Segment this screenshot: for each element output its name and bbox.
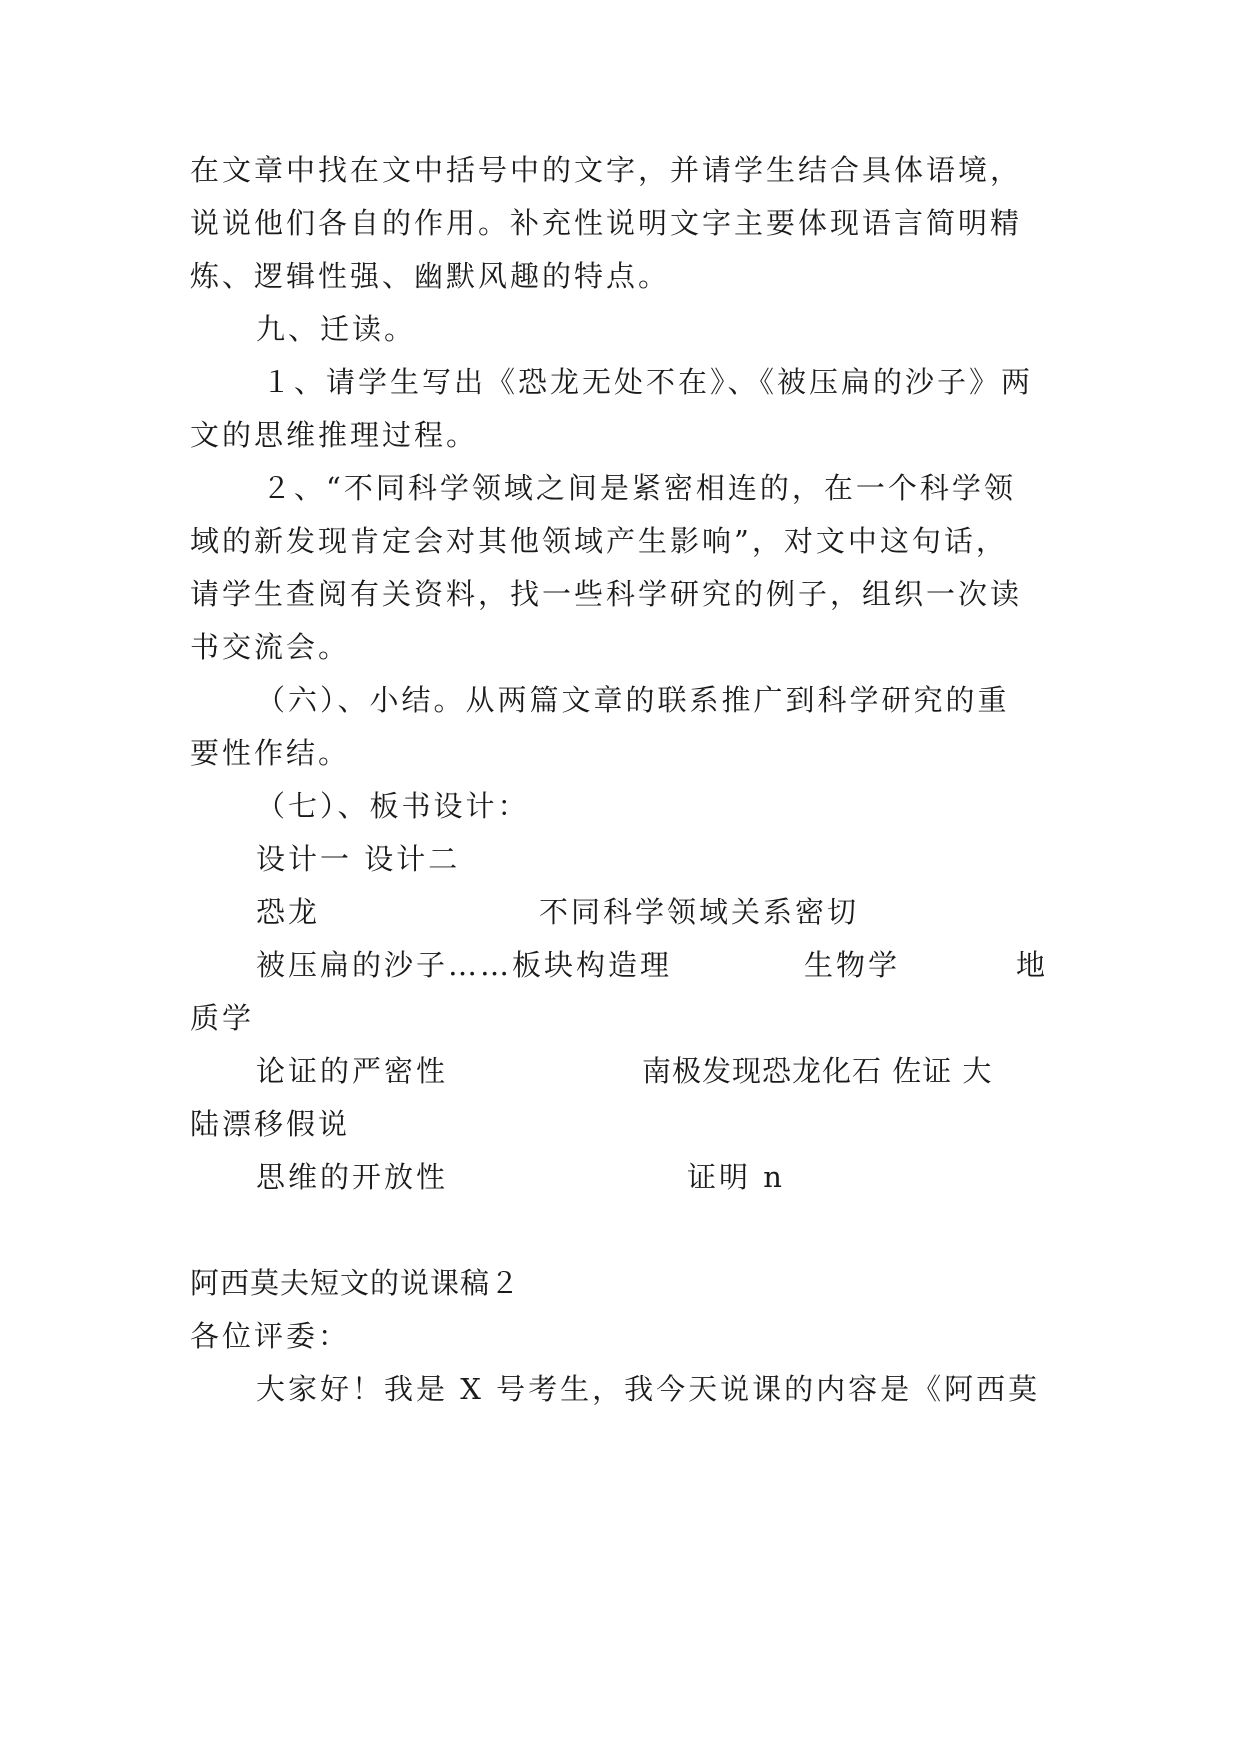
board-design-labels: 设计一 设计二 xyxy=(256,842,461,876)
item2-line-2: 域的新发现肯定会对其他领域产生影响”，对文中这句话， xyxy=(190,524,1008,558)
item2-line-1: ２、“不同科学领域之间是紧密相连的，在一个科学领 xyxy=(262,471,1016,505)
board-design-heading: （七）、板书设计： xyxy=(256,789,530,823)
board-row-4-left: 思维的开放性 xyxy=(256,1160,449,1194)
board-row-2-mid: 生物学 xyxy=(804,948,901,982)
next-doc-salutation: 各位评委： xyxy=(190,1319,351,1353)
intro-line-2: 说说他们各自的作用。补充性说明文字主要体现语言简明精 xyxy=(190,206,1023,240)
board-row-2-left: 被压扁的沙子……板块构造理 xyxy=(256,948,673,982)
board-row-4-right: 证明 n xyxy=(687,1160,785,1194)
board-row-3-right: 南极发现恐龙化石 佐证 大 xyxy=(642,1054,993,1088)
board-row-4 xyxy=(256,1157,1116,1197)
next-doc-title: 阿西莫夫短文的说课稿２ xyxy=(190,1266,521,1300)
board-row-1-left: 恐龙 xyxy=(256,895,321,929)
summary-line-1: （六）、小结。从两篇文章的联系推广到科学研究的重 xyxy=(256,683,1010,717)
item1-line-2: 文的思维推理过程。 xyxy=(190,418,479,452)
board-row-1-right: 不同科学领域关系密切 xyxy=(539,895,860,929)
intro-line-3: 炼、逻辑性强、幽默风趣的特点。 xyxy=(190,259,671,293)
board-row-2-wrap: 质学 xyxy=(190,1001,255,1035)
board-row-3 xyxy=(256,1051,1116,1091)
item2-line-3: 请学生查阅有关资料，找一些科学研究的例子，组织一次读 xyxy=(190,577,1023,611)
board-row-2-right: 地 xyxy=(1016,948,1049,982)
summary-line-2: 要性作结。 xyxy=(190,736,351,770)
board-row-1 xyxy=(256,892,1116,932)
board-row-3-wrap: 陆漂移假说 xyxy=(190,1107,351,1141)
intro-line-1: 在文章中找在文中括号中的文字，并请学生结合具体语境， xyxy=(190,153,1023,187)
board-row-2 xyxy=(256,945,1116,985)
item1-line-1: １、请学生写出《恐龙无处不在》、《被压扁的沙子》两 xyxy=(262,365,1034,399)
item2-line-4: 书交流会。 xyxy=(190,630,351,664)
section-nine-heading: 九、迁读。 xyxy=(256,312,417,346)
board-row-3-left: 论证的严密性 xyxy=(256,1054,449,1088)
next-doc-opening: 大家好！我是 X 号考生，我今天说课的内容是《阿西莫 xyxy=(256,1372,1041,1406)
